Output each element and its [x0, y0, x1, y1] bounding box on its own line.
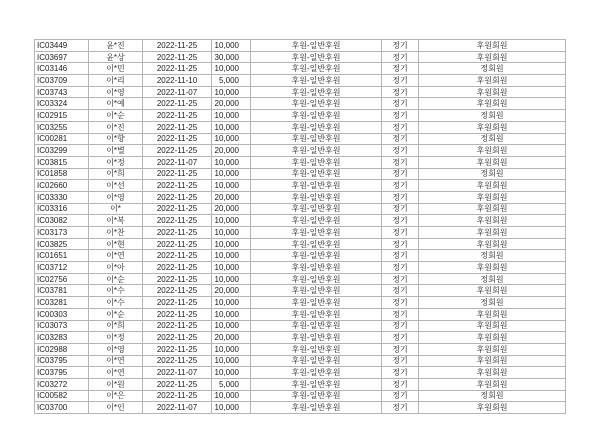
donor-id: IC00303 [35, 308, 89, 320]
donor-name: 이*진 [89, 121, 143, 133]
donation-type: 후원-일반후원 [251, 285, 382, 297]
donation-date: 2022-11-25 [143, 110, 212, 122]
table-row [35, 273, 566, 285]
donation-type: 후원-일반후원 [251, 402, 382, 414]
donation-type: 후원-일반후원 [251, 215, 382, 227]
donation-type: 후원-일반후원 [251, 343, 382, 355]
donor-name: 이*수 [89, 285, 143, 297]
donation-type: 후원-일반후원 [251, 378, 382, 390]
donor-id: IC03700 [35, 402, 89, 414]
member-type: 후원회원 [419, 75, 566, 87]
donation-date: 2022-11-25 [143, 250, 212, 262]
table-row [35, 215, 566, 227]
donor-name: 이*인 [89, 402, 143, 414]
payment-cycle: 정기 [382, 367, 419, 379]
donation-date: 2022-11-25 [143, 215, 212, 227]
table-row [35, 250, 566, 262]
table-row [35, 308, 566, 320]
member-type: 후원회원 [419, 402, 566, 414]
donation-date: 2022-11-25 [143, 378, 212, 390]
payment-cycle: 정기 [382, 297, 419, 309]
member-type: 후원회원 [419, 367, 566, 379]
member-type: 후원회원 [419, 98, 566, 110]
donation-type: 후원-일반후원 [251, 191, 382, 203]
donation-date: 2022-11-25 [143, 145, 212, 157]
donation-date: 2022-11-25 [143, 273, 212, 285]
donation-date: 2022-11-25 [143, 168, 212, 180]
table-row [35, 297, 566, 309]
donor-id: IC03815 [35, 156, 89, 168]
donor-name: 이*선 [89, 180, 143, 192]
donor-id: IC02988 [35, 343, 89, 355]
member-type: 정회원 [419, 390, 566, 402]
donation-amount: 5,000 [212, 378, 251, 390]
table-row [35, 168, 566, 180]
donor-name: 이*은 [89, 390, 143, 402]
donation-amount: 20,000 [212, 191, 251, 203]
donation-type: 후원-일반후원 [251, 110, 382, 122]
donor-name: 이*현 [89, 238, 143, 250]
donor-name: 이*예 [89, 98, 143, 110]
donor-id: IC03795 [35, 355, 89, 367]
donor-id: IC03825 [35, 238, 89, 250]
donation-amount: 10,000 [212, 402, 251, 414]
payment-cycle: 정기 [382, 227, 419, 239]
donor-id: IC00281 [35, 133, 89, 145]
table-row [35, 285, 566, 297]
donor-id: IC03255 [35, 121, 89, 133]
table-row [35, 191, 566, 203]
member-type: 후원회원 [419, 320, 566, 332]
donation-amount: 10,000 [212, 215, 251, 227]
donation-amount: 10,000 [212, 227, 251, 239]
donation-date: 2022-11-25 [143, 238, 212, 250]
donor-name: 이*별 [89, 145, 143, 157]
donation-date: 2022-11-25 [143, 332, 212, 344]
table-row [35, 180, 566, 192]
donation-amount: 10,000 [212, 86, 251, 98]
donor-id: IC03146 [35, 63, 89, 75]
donation-type: 후원-일반후원 [251, 156, 382, 168]
donor-id: IC01858 [35, 168, 89, 180]
donation-type: 후원-일반후원 [251, 86, 382, 98]
donation-amount: 10,000 [212, 168, 251, 180]
donation-amount: 10,000 [212, 308, 251, 320]
member-type: 후원회원 [419, 215, 566, 227]
donation-type: 후원-일반후원 [251, 168, 382, 180]
donor-name: 이*순 [89, 308, 143, 320]
donation-amount: 20,000 [212, 332, 251, 344]
donor-id: IC03449 [35, 40, 89, 52]
donation-amount: 10,000 [212, 156, 251, 168]
donor-name: 이*수 [89, 297, 143, 309]
payment-cycle: 정기 [382, 168, 419, 180]
donation-amount: 10,000 [212, 121, 251, 133]
table-row [35, 203, 566, 215]
table-row [35, 378, 566, 390]
donor-name: 윤*진 [89, 40, 143, 52]
table-row [35, 40, 566, 52]
payment-cycle: 정기 [382, 285, 419, 297]
payment-cycle: 정기 [382, 262, 419, 274]
donor-name: 이*순 [89, 273, 143, 285]
donation-type: 후원-일반후원 [251, 203, 382, 215]
donation-date: 2022-11-25 [143, 227, 212, 239]
donor-name: 이*영 [89, 191, 143, 203]
member-type: 후원회원 [419, 308, 566, 320]
payment-cycle: 정기 [382, 203, 419, 215]
donation-type: 후원-일반후원 [251, 133, 382, 145]
donation-date: 2022-11-25 [143, 121, 212, 133]
donation-type: 후원-일반후원 [251, 40, 382, 52]
payment-cycle: 정기 [382, 378, 419, 390]
donation-type: 후원-일반후원 [251, 75, 382, 87]
donation-amount: 10,000 [212, 250, 251, 262]
payment-cycle: 정기 [382, 98, 419, 110]
member-type: 후원회원 [419, 355, 566, 367]
donor-name: 이*연 [89, 250, 143, 262]
table-row [35, 262, 566, 274]
member-type: 정회원 [419, 168, 566, 180]
donor-name: 이*정 [89, 332, 143, 344]
donation-type: 후원-일반후원 [251, 332, 382, 344]
donation-type: 후원-일반후원 [251, 145, 382, 157]
donation-type: 후원-일반후원 [251, 250, 382, 262]
donor-id: IC03073 [35, 320, 89, 332]
member-type: 후원회원 [419, 156, 566, 168]
payment-cycle: 정기 [382, 86, 419, 98]
donor-id: IC02660 [35, 180, 89, 192]
donor-name: 이*향 [89, 133, 143, 145]
donation-date: 2022-11-07 [143, 86, 212, 98]
donor-name: 이*아 [89, 262, 143, 274]
table-row [35, 98, 566, 110]
donation-amount: 10,000 [212, 273, 251, 285]
donor-id: IC03272 [35, 378, 89, 390]
donation-amount: 10,000 [212, 320, 251, 332]
donation-type: 후원-일반후원 [251, 320, 382, 332]
payment-cycle: 정기 [382, 63, 419, 75]
table-row [35, 121, 566, 133]
donation-type: 후원-일반후원 [251, 63, 382, 75]
donor-id: IC03781 [35, 285, 89, 297]
donation-date: 2022-11-25 [143, 355, 212, 367]
member-type: 후원회원 [419, 227, 566, 239]
donor-name: 이*영 [89, 86, 143, 98]
donation-amount: 20,000 [212, 203, 251, 215]
donation-type: 후원-일반후원 [251, 308, 382, 320]
donation-amount: 10,000 [212, 297, 251, 309]
donation-amount: 20,000 [212, 285, 251, 297]
donation-type: 후원-일반후원 [251, 262, 382, 274]
payment-cycle: 정기 [382, 390, 419, 402]
donation-date: 2022-11-25 [143, 203, 212, 215]
donation-amount: 30,000 [212, 51, 251, 63]
table-row [35, 86, 566, 98]
donor-name: 이*복 [89, 215, 143, 227]
donation-amount: 5,000 [212, 75, 251, 87]
donation-table [34, 39, 566, 414]
payment-cycle: 정기 [382, 320, 419, 332]
donor-name: 이*정 [89, 156, 143, 168]
table-row [35, 110, 566, 122]
donor-id: IC03283 [35, 332, 89, 344]
member-type: 정회원 [419, 297, 566, 309]
donation-date: 2022-11-25 [143, 390, 212, 402]
member-type: 정회원 [419, 63, 566, 75]
donation-amount: 10,000 [212, 40, 251, 52]
payment-cycle: 정기 [382, 308, 419, 320]
donor-id: IC00582 [35, 390, 89, 402]
donor-id: IC02756 [35, 273, 89, 285]
donation-date: 2022-11-07 [143, 367, 212, 379]
table-row [35, 51, 566, 63]
donation-date: 2022-11-25 [143, 262, 212, 274]
donation-amount: 10,000 [212, 262, 251, 274]
donation-date: 2022-11-25 [143, 308, 212, 320]
member-type: 후원회원 [419, 191, 566, 203]
donor-id: IC01651 [35, 250, 89, 262]
donor-name: 이*연 [89, 355, 143, 367]
donation-date: 2022-11-25 [143, 343, 212, 355]
table-row [35, 145, 566, 157]
member-type: 후원회원 [419, 203, 566, 215]
donor-id: IC03316 [35, 203, 89, 215]
donor-name: 이*민 [89, 63, 143, 75]
payment-cycle: 정기 [382, 250, 419, 262]
table-row [35, 238, 566, 250]
table-body [35, 40, 566, 414]
table-row [35, 227, 566, 239]
payment-cycle: 정기 [382, 75, 419, 87]
payment-cycle: 정기 [382, 145, 419, 157]
donation-date: 2022-11-10 [143, 75, 212, 87]
member-type: 후원회원 [419, 238, 566, 250]
donation-amount: 10,000 [212, 367, 251, 379]
member-type: 후원회원 [419, 332, 566, 344]
member-type: 후원회원 [419, 121, 566, 133]
member-type: 후원회원 [419, 86, 566, 98]
table-row [35, 402, 566, 414]
member-type: 후원회원 [419, 262, 566, 274]
payment-cycle: 정기 [382, 215, 419, 227]
payment-cycle: 정기 [382, 343, 419, 355]
donor-id: IC03281 [35, 297, 89, 309]
member-type: 정회원 [419, 250, 566, 262]
donor-id: IC03795 [35, 367, 89, 379]
table-row [35, 343, 566, 355]
donation-date: 2022-11-25 [143, 40, 212, 52]
donation-date: 2022-11-25 [143, 51, 212, 63]
member-type: 후원회원 [419, 343, 566, 355]
donation-amount: 10,000 [212, 63, 251, 75]
payment-cycle: 정기 [382, 273, 419, 285]
donor-id: IC03330 [35, 191, 89, 203]
donor-name: 이*순 [89, 110, 143, 122]
donation-date: 2022-11-25 [143, 297, 212, 309]
donor-name: 윤*상 [89, 51, 143, 63]
donation-date: 2022-11-25 [143, 98, 212, 110]
table-row [35, 156, 566, 168]
donation-type: 후원-일반후원 [251, 390, 382, 402]
payment-cycle: 정기 [382, 238, 419, 250]
donation-date: 2022-11-07 [143, 156, 212, 168]
table-row [35, 320, 566, 332]
donation-amount: 20,000 [212, 98, 251, 110]
payment-cycle: 정기 [382, 191, 419, 203]
donation-date: 2022-11-25 [143, 133, 212, 145]
donation-type: 후원-일반후원 [251, 180, 382, 192]
table-row [35, 133, 566, 145]
payment-cycle: 정기 [382, 110, 419, 122]
donation-date: 2022-11-07 [143, 402, 212, 414]
donor-id: IC03743 [35, 86, 89, 98]
table-row [35, 355, 566, 367]
table-row [35, 63, 566, 75]
member-type: 정회원 [419, 110, 566, 122]
donor-id: IC03173 [35, 227, 89, 239]
donor-id: IC03299 [35, 145, 89, 157]
donation-type: 후원-일반후원 [251, 355, 382, 367]
payment-cycle: 정기 [382, 121, 419, 133]
donation-type: 후원-일반후원 [251, 367, 382, 379]
member-type: 후원회원 [419, 40, 566, 52]
donor-name: 이*원 [89, 378, 143, 390]
donation-type: 후원-일반후원 [251, 51, 382, 63]
member-type: 후원회원 [419, 51, 566, 63]
table-row [35, 367, 566, 379]
donor-id: IC03324 [35, 98, 89, 110]
donor-id: IC03712 [35, 262, 89, 274]
payment-cycle: 정기 [382, 156, 419, 168]
donation-amount: 10,000 [212, 133, 251, 145]
payment-cycle: 정기 [382, 355, 419, 367]
donor-id: IC03082 [35, 215, 89, 227]
member-type: 정회원 [419, 133, 566, 145]
donation-type: 후원-일반후원 [251, 121, 382, 133]
donor-id: IC02915 [35, 110, 89, 122]
donor-name: 이* [89, 203, 143, 215]
table-row [35, 332, 566, 344]
donation-amount: 10,000 [212, 390, 251, 402]
donation-amount: 10,000 [212, 110, 251, 122]
donation-type: 후원-일반후원 [251, 98, 382, 110]
member-type: 후원회원 [419, 180, 566, 192]
member-type: 후원회원 [419, 285, 566, 297]
member-type: 후원회원 [419, 378, 566, 390]
payment-cycle: 정기 [382, 402, 419, 414]
donor-id: IC03709 [35, 75, 89, 87]
donation-date: 2022-11-25 [143, 320, 212, 332]
member-type: 후원회원 [419, 145, 566, 157]
payment-cycle: 정기 [382, 332, 419, 344]
donation-amount: 20,000 [212, 145, 251, 157]
donation-amount: 10,000 [212, 355, 251, 367]
donation-amount: 10,000 [212, 180, 251, 192]
donation-type: 후원-일반후원 [251, 273, 382, 285]
donor-name: 이*리 [89, 75, 143, 87]
donation-date: 2022-11-25 [143, 180, 212, 192]
donation-type: 후원-일반후원 [251, 297, 382, 309]
table-row [35, 75, 566, 87]
donation-type: 후원-일반후원 [251, 238, 382, 250]
donation-type: 후원-일반후원 [251, 227, 382, 239]
payment-cycle: 정기 [382, 133, 419, 145]
donation-date: 2022-11-25 [143, 63, 212, 75]
donor-id: IC03697 [35, 51, 89, 63]
payment-cycle: 정기 [382, 51, 419, 63]
donor-name: 이*연 [89, 367, 143, 379]
donor-name: 이*희 [89, 320, 143, 332]
donation-date: 2022-11-25 [143, 191, 212, 203]
donation-amount: 10,000 [212, 343, 251, 355]
donor-name: 이*찬 [89, 227, 143, 239]
donation-date: 2022-11-25 [143, 285, 212, 297]
donor-name: 이*영 [89, 343, 143, 355]
member-type: 정회원 [419, 273, 566, 285]
table-row [35, 390, 566, 402]
donor-name: 이*희 [89, 168, 143, 180]
payment-cycle: 정기 [382, 180, 419, 192]
donation-amount: 10,000 [212, 238, 251, 250]
payment-cycle: 정기 [382, 40, 419, 52]
